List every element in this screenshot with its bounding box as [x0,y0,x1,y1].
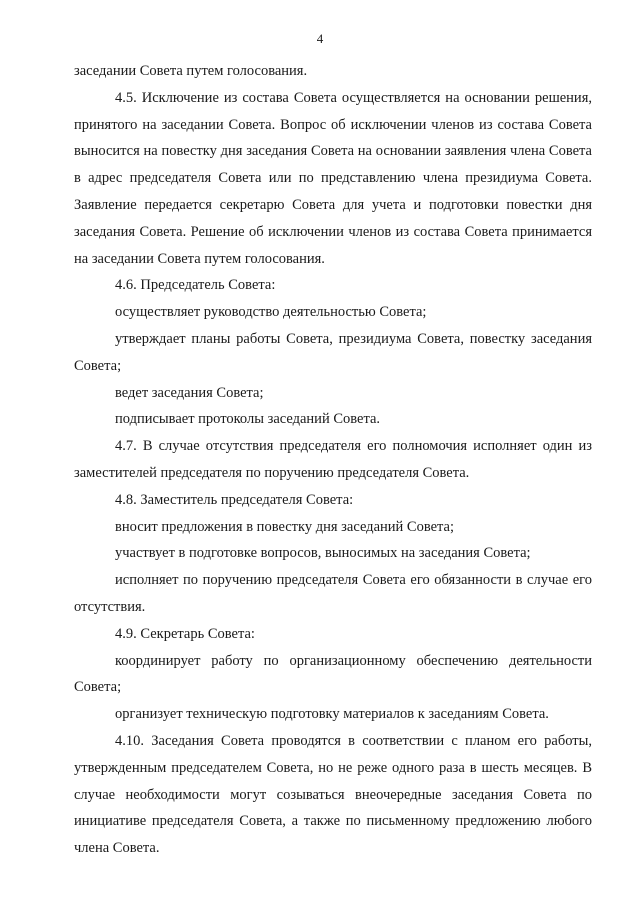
paragraph-deputy-duty-3: исполняет по поручению председателя Совета его обязанности в случае его отсутствия. [74,572,592,615]
paragraph-chair-duty-4: подписывает протоколы заседаний Совета. [115,411,381,428]
paragraph-4-5: 4.5. Исключение из состава Совета осуществляется на основании решения, принятого на заседании Совета. Вопрос об исключении членов из состава Совета выносится на повестку дня заседания Совета на основании заявления члена Совета в адрес председателя Совета или по представлению члена президиума Совета. Заявление передается секретарю Совета для учета и подготовки повестки дня заседания Совета. Решение об исключении членов из состава Совета принимается на заседании Совета путем голосования. [74,89,592,267]
paragraph-4-9-heading: 4.9. Секретарь Совета: [115,625,255,642]
paragraph-secretary-duty-2: организует техническую подготовку материалов к заседаниям Совета. [115,706,549,723]
paragraph-chair-duty-3: ведет заседания Совета; [115,384,264,401]
paragraph-secretary-duty-1: координирует работу по организационному обеспечению деятельности Совета; [74,652,592,696]
paragraph-chair-duty-2: утверждает планы работы Совета, президиума Совета, повестку заседания Совета; [74,330,592,374]
paragraph-chair-duty-1: осуществляет руководство деятельностью Совета; [115,304,427,321]
page-number: 4 [316,31,324,46]
paragraph-4-7: 4.7. В случае отсутствия председателя его полномочия исполняет один из заместителей председателя по поручению председателя Совета. [74,438,592,481]
document-body [74,58,592,862]
paragraph-4-6-heading: 4.6. Председатель Совета: [115,277,276,294]
paragraph-4-10: 4.10. Заседания Совета проводятся в соответствии с планом его работы, утвержденным председателем Совета, но не реже одного раза в шесть месяцев. В случае необходимости могут созываться внеочередные заседания Совета по инициативе председателя Совета, а также по письменному предложению любого члена Совета. [74,732,592,857]
paragraph-deputy-duty-2: участвует в подготовке вопросов, выносимых на заседания Совета; [115,545,531,562]
paragraph-deputy-duty-1: вносит предложения в повестку дня заседаний Совета; [115,518,455,535]
paragraph-4-8-heading: 4.8. Заместитель председателя Совета: [115,491,354,508]
paragraph-continuation: заседании Совета путем голосования. [74,63,308,79]
